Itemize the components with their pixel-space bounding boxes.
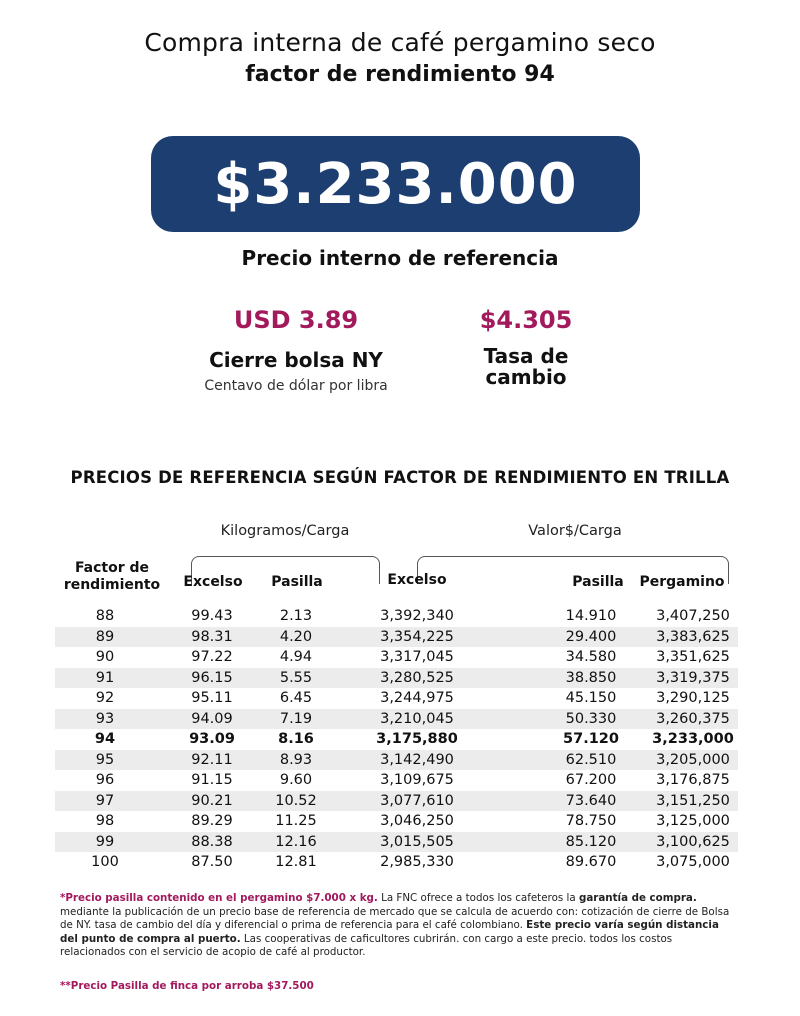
header-excelso-value: Excelso (387, 572, 447, 588)
cell-pasilla-kg: 7.19 (279, 710, 313, 727)
table-row (55, 852, 738, 873)
cell-excelso-kg: 92.11 (191, 751, 233, 768)
cell-factor: 99 (95, 833, 115, 850)
header-factor-line2: rendimiento (63, 577, 161, 593)
cell-pasilla-kg: 6.45 (279, 690, 313, 706)
table-row (55, 627, 738, 648)
footnote-guarantee: garantía de compra. (578, 892, 697, 904)
cell-pasilla-kg: 5.55 (279, 669, 313, 686)
table-row (55, 729, 738, 750)
header-pasilla-value: Pasilla (572, 574, 624, 590)
footnote-farm-pasilla: **Precio Pasilla de finca por arroba $37.500 (60, 980, 314, 992)
group-label-kg: Kilogramos/Carga (220, 523, 350, 539)
table-row (55, 832, 738, 853)
main-price-box (151, 136, 640, 232)
cell-excelso-kg: 89.29 (191, 813, 233, 829)
cell-pasilla-value: 29.400 (565, 628, 617, 645)
cell-pergamino: 3,351,625 (656, 649, 730, 665)
cell-pasilla-value: 14.910 (565, 608, 617, 624)
cell-factor: 93 (95, 710, 115, 727)
footnote-text-c: mediante la publicación de un precio base de referencia de mercado que se calcula de acuerdo con: cotización de cierre de Bolsa de NY. tasa de cambio del día y diferencial o prima de referencia para el café colombiano. (60, 905, 730, 932)
cell-pergamino: 3,125,000 (656, 813, 730, 829)
cell-excelso-kg: 90.21 (191, 792, 233, 809)
page-title: Compra interna de café pergamino seco (144, 28, 656, 57)
cell-factor: 96 (95, 772, 115, 788)
cell-pasilla-value: 62.510 (565, 751, 617, 768)
exchange-rate-value: $4.305 (479, 306, 573, 334)
footnote-main (60, 892, 740, 960)
cell-factor: 92 (95, 690, 115, 706)
cell-pergamino: 3,260,375 (656, 710, 730, 727)
header-pergamino: Pergamino (639, 574, 725, 590)
cell-excelso-value: 3,109,675 (380, 772, 454, 788)
cell-excelso-value: 2,985,330 (380, 854, 454, 870)
cell-factor: 90 (95, 649, 115, 665)
group-label-value: Valor$/Carga (528, 523, 622, 539)
cell-pergamino: 3,319,375 (656, 669, 730, 686)
exchange-rate-label (446, 346, 606, 388)
cell-excelso-value: 3,077,610 (380, 792, 454, 809)
reference-price-table (55, 606, 738, 873)
page-subtitle: factor de rendimiento 94 (245, 62, 555, 87)
cell-excelso-kg: 87.50 (191, 854, 233, 870)
table-row (55, 668, 738, 689)
exchange-rate-label-line1: Tasa de (483, 344, 569, 368)
header-factor-line1: Factor de (74, 560, 150, 576)
cell-pergamino: 3,383,625 (656, 628, 730, 645)
cell-excelso-kg: 93.09 (189, 731, 235, 747)
table-row (55, 606, 738, 627)
cell-excelso-value: 3,046,250 (380, 813, 454, 829)
cell-excelso-value: 3,354,225 (380, 628, 454, 645)
cell-factor: 98 (95, 813, 115, 829)
table-row (55, 770, 738, 791)
cell-factor: 100 (91, 854, 119, 870)
cell-pergamino: 3,176,875 (656, 772, 730, 788)
cell-excelso-kg: 94.09 (191, 710, 233, 727)
cell-pasilla-value: 89.670 (565, 854, 617, 870)
cell-factor: 94 (94, 731, 116, 747)
ny-close-label: Cierre bolsa NY (209, 348, 383, 372)
cell-excelso-kg: 91.15 (191, 772, 233, 788)
cell-factor: 95 (95, 751, 115, 768)
cell-factor: 91 (95, 669, 115, 686)
cell-excelso-value: 3,015,505 (380, 833, 454, 850)
cell-pasilla-value: 67.200 (565, 772, 617, 788)
footnote-pasilla-price: *Precio pasilla contenido en el pergamino $7.000 x kg. (60, 892, 378, 904)
main-price-value: $3.233.000 (213, 151, 578, 217)
table-row (55, 709, 738, 730)
cell-excelso-value: 3,142,490 (380, 751, 454, 768)
cell-factor: 88 (95, 608, 115, 624)
cell-excelso-value: 3,317,045 (380, 649, 454, 665)
cell-pasilla-value: 34.580 (565, 649, 617, 665)
header-factor (55, 560, 169, 594)
cell-pasilla-kg: 9.60 (279, 772, 313, 788)
cell-pasilla-value: 73.640 (565, 792, 617, 809)
ny-close-sublabel: Centavo de dólar por libra (204, 378, 388, 394)
cell-factor: 97 (95, 792, 115, 809)
footnote-distance: Este precio varía según distancia del punto de compra al puerto. (60, 919, 719, 945)
cell-pasilla-kg: 8.93 (279, 751, 313, 768)
cell-pasilla-kg: 2.13 (279, 608, 313, 624)
cell-excelso-value: 3,392,340 (380, 608, 454, 624)
table-row (55, 750, 738, 771)
cell-pasilla-kg: 10.52 (275, 792, 317, 809)
cell-pasilla-value: 45.150 (565, 690, 617, 706)
cell-excelso-kg: 98.31 (191, 628, 233, 645)
cell-pasilla-kg: 4.94 (279, 649, 313, 665)
cell-excelso-value: 3,244,975 (380, 690, 454, 706)
cell-excelso-kg: 96.15 (191, 669, 233, 686)
footnote-text-a: La FNC ofrece a todos los cafeteros la (377, 892, 579, 904)
cell-pasilla-value: 38.850 (565, 669, 617, 686)
cell-pergamino: 3,407,250 (656, 608, 730, 624)
cell-pasilla-kg: 11.25 (275, 813, 317, 829)
table-title: PRECIOS DE REFERENCIA SEGÚN FACTOR DE RENDIMIENTO EN TRILLA (70, 468, 730, 487)
cell-pasilla-value: 78.750 (565, 813, 617, 829)
header-excelso-kg: Excelso (183, 574, 243, 590)
table-row (55, 647, 738, 668)
cell-pasilla-kg: 4.20 (279, 628, 313, 645)
footnote-text-e: Las cooperativas de caficultores cubrirán. con cargo a este precio. todos los costos relacionados con el servicio de acopio de café al productor. (60, 932, 673, 959)
cell-factor: 89 (95, 628, 115, 645)
cell-pergamino: 3,233,000 (652, 731, 734, 747)
cell-excelso-value: 3,210,045 (380, 710, 454, 727)
table-row (55, 811, 738, 832)
table-row (55, 791, 738, 812)
cell-pasilla-value: 57.120 (563, 731, 619, 747)
cell-pergamino: 3,100,625 (656, 833, 730, 850)
cell-excelso-kg: 97.22 (191, 649, 233, 665)
exchange-rate-label-line2: cambio (485, 365, 567, 389)
cell-pergamino: 3,290,125 (656, 690, 730, 706)
cell-pasilla-kg: 12.81 (275, 854, 317, 870)
ny-close-value: USD 3.89 (233, 306, 359, 334)
cell-pasilla-value: 50.330 (565, 710, 617, 727)
cell-excelso-kg: 95.11 (191, 690, 233, 706)
table-row (55, 688, 738, 709)
cell-excelso-value: 3,280,525 (380, 669, 454, 686)
header-pasilla-kg: Pasilla (271, 574, 323, 590)
cell-pasilla-kg: 8.16 (278, 731, 314, 747)
cell-excelso-kg: 99.43 (191, 608, 233, 624)
main-price-caption: Precio interno de referencia (241, 246, 559, 270)
cell-pergamino: 3,151,250 (656, 792, 730, 809)
cell-excelso-kg: 88.38 (191, 833, 233, 850)
cell-excelso-value: 3,175,880 (376, 731, 458, 747)
cell-pergamino: 3,075,000 (656, 854, 730, 870)
cell-pergamino: 3,205,000 (656, 751, 730, 768)
cell-pasilla-kg: 12.16 (275, 833, 317, 850)
cell-pasilla-value: 85.120 (565, 833, 617, 850)
